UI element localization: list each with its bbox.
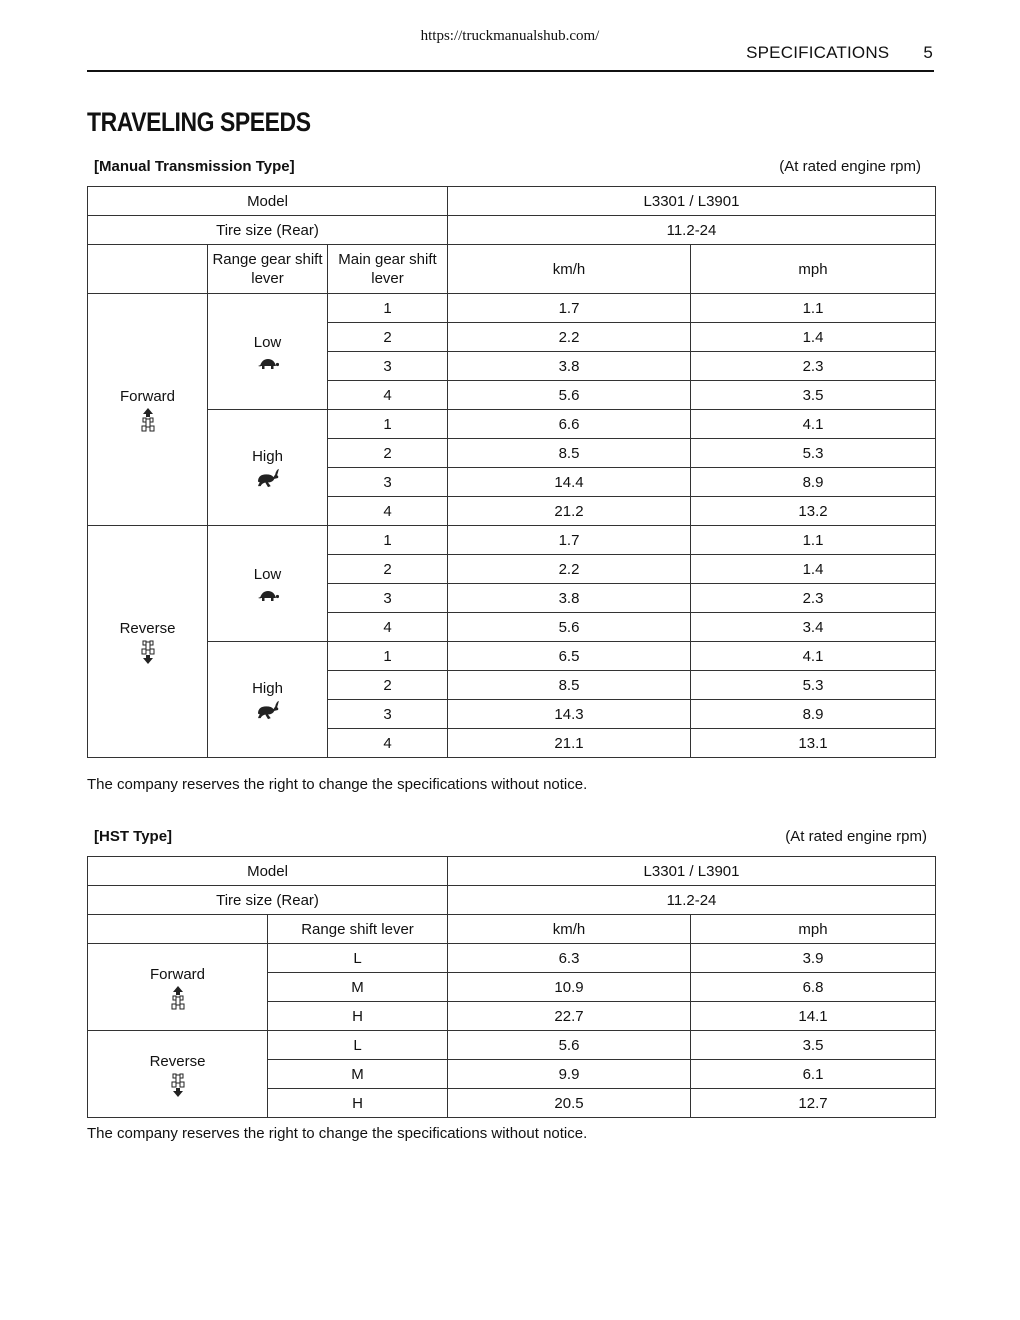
gear-cell: 2 [328,439,448,468]
range-cell: L [268,944,448,973]
table-header-row [88,245,936,294]
table-row [88,857,936,886]
reverse-label: Reverse [119,620,176,637]
section-title: SPECIFICATIONS [746,43,890,62]
mph-cell: 1.1 [691,526,936,555]
table-row [88,526,936,555]
reverse-cell [88,526,208,758]
table-row [88,216,936,245]
table-header-row [88,915,936,944]
kmh-cell: 20.5 [448,1089,691,1118]
blank-header-cell [88,245,208,294]
turtle-icon [257,358,279,370]
rabbit-icon [256,700,280,720]
kmh-cell: 2.2 [448,323,691,352]
kmh-cell: 3.8 [448,584,691,613]
table-row [88,294,936,323]
model-label: Model [88,187,448,216]
kmh-cell: 5.6 [448,1031,691,1060]
gear-cell: 4 [328,497,448,526]
mph-cell: 6.1 [691,1060,936,1089]
forward-cell [88,944,268,1031]
gear-cell: 4 [328,613,448,642]
kmh-cell: 6.6 [448,410,691,439]
mph-cell: 3.9 [691,944,936,973]
mph-cell: 1.4 [691,323,936,352]
hst-section-label: [HST Type] [94,828,173,845]
kmh-cell: 2.2 [448,555,691,584]
mph-cell: 8.9 [691,700,936,729]
tractor-reverse-icon [141,640,155,664]
gear-cell: 4 [328,729,448,758]
manual-section-label: [Manual Transmission Type] [94,158,295,175]
forward-cell [88,294,208,526]
kmh-cell: 5.6 [448,381,691,410]
tire-label: Tire size (Rear) [88,886,448,915]
col-kmh: km/h [448,915,691,944]
mph-cell: 2.3 [691,584,936,613]
model-value: L3301 / L3901 [448,187,936,216]
forward-label: Forward [149,965,205,983]
mph-cell: 1.4 [691,555,936,584]
low-label: Low [253,566,282,583]
mph-cell: 12.7 [691,1089,936,1118]
mph-cell: 3.4 [691,613,936,642]
kmh-cell: 1.7 [448,294,691,323]
kmh-cell: 6.3 [448,944,691,973]
mph-cell: 5.3 [691,671,936,700]
source-url: https://truckmanualshub.com/ [420,28,600,44]
col-mph: mph [691,245,936,294]
manual-speed-table [87,186,936,758]
high-label: High [252,680,283,697]
table-row [88,1031,936,1060]
tractor-reverse-icon [171,1073,185,1097]
mph-cell: 3.5 [691,1031,936,1060]
range-cell: M [268,1060,448,1089]
kmh-cell: 14.4 [448,468,691,497]
kmh-cell: 22.7 [448,1002,691,1031]
model-label: Model [88,857,448,886]
kmh-cell: 6.5 [448,642,691,671]
kmh-cell: 9.9 [448,1060,691,1089]
low-range-cell [208,294,328,410]
manual-section-note: (At rated engine rpm) [779,158,921,175]
table-row [88,187,936,216]
blank-header-cell [88,915,268,944]
low-label: Low [253,334,282,351]
kmh-cell: 5.6 [448,613,691,642]
kmh-cell: 1.7 [448,526,691,555]
col-main-gear: Main gear shift lever [328,245,448,294]
gear-cell: 2 [328,671,448,700]
mph-cell: 2.3 [691,352,936,381]
kmh-cell: 10.9 [448,973,691,1002]
mph-cell: 4.1 [691,410,936,439]
hst-speed-table [87,856,936,1118]
col-kmh: km/h [448,245,691,294]
mph-cell: 13.1 [691,729,936,758]
high-label: High [252,448,283,465]
range-cell: M [268,973,448,1002]
model-value: L3301 / L3901 [448,857,936,886]
mph-cell: 13.2 [691,497,936,526]
table-row [88,642,936,671]
mph-cell: 6.8 [691,973,936,1002]
gear-cell: 3 [328,352,448,381]
running-header [746,43,933,63]
manual-footnote: The company reserves the right to change the specifications without notice. [87,776,588,793]
reverse-cell [88,1031,268,1118]
mph-cell: 4.1 [691,642,936,671]
gear-cell: 3 [328,468,448,497]
range-cell: H [268,1002,448,1031]
tire-value: 11.2-24 [448,216,936,245]
table-row [88,886,936,915]
mph-cell: 8.9 [691,468,936,497]
gear-cell: 4 [328,381,448,410]
gear-cell: 2 [328,323,448,352]
tire-value: 11.2-24 [448,886,936,915]
gear-cell: 1 [328,526,448,555]
high-range-cell [208,410,328,526]
mph-cell: 14.1 [691,1002,936,1031]
mph-cell: 3.5 [691,381,936,410]
tire-label: Tire size (Rear) [88,216,448,245]
rabbit-icon [256,468,280,488]
gear-cell: 3 [328,700,448,729]
page-title: TRAVELING SPEEDS [87,107,311,137]
forward-label: Forward [119,388,175,405]
mph-cell: 1.1 [691,294,936,323]
kmh-cell: 8.5 [448,671,691,700]
col-range-shift: Range shift lever [268,915,448,944]
kmh-cell: 3.8 [448,352,691,381]
gear-cell: 1 [328,642,448,671]
gear-cell: 2 [328,555,448,584]
low-range-cell [208,526,328,642]
hst-section-note: (At rated engine rpm) [785,828,927,845]
hst-footnote: The company reserves the right to change the specifications without notice. [87,1125,588,1142]
mph-cell: 5.3 [691,439,936,468]
table-row [88,410,936,439]
kmh-cell: 8.5 [448,439,691,468]
kmh-cell: 21.1 [448,729,691,758]
gear-cell: 1 [328,410,448,439]
page-number: 5 [923,43,933,62]
range-cell: L [268,1031,448,1060]
range-cell: H [268,1089,448,1118]
turtle-icon [257,590,279,602]
gear-cell: 1 [328,294,448,323]
kmh-cell: 21.2 [448,497,691,526]
high-range-cell [208,642,328,758]
tractor-forward-icon [171,986,185,1010]
reverse-label: Reverse [149,1052,206,1070]
table-row [88,944,936,973]
tractor-forward-icon [141,408,155,432]
header-rule [87,70,934,72]
col-mph: mph [691,915,936,944]
col-range-gear: Range gear shift lever [208,245,328,294]
gear-cell: 3 [328,584,448,613]
kmh-cell: 14.3 [448,700,691,729]
